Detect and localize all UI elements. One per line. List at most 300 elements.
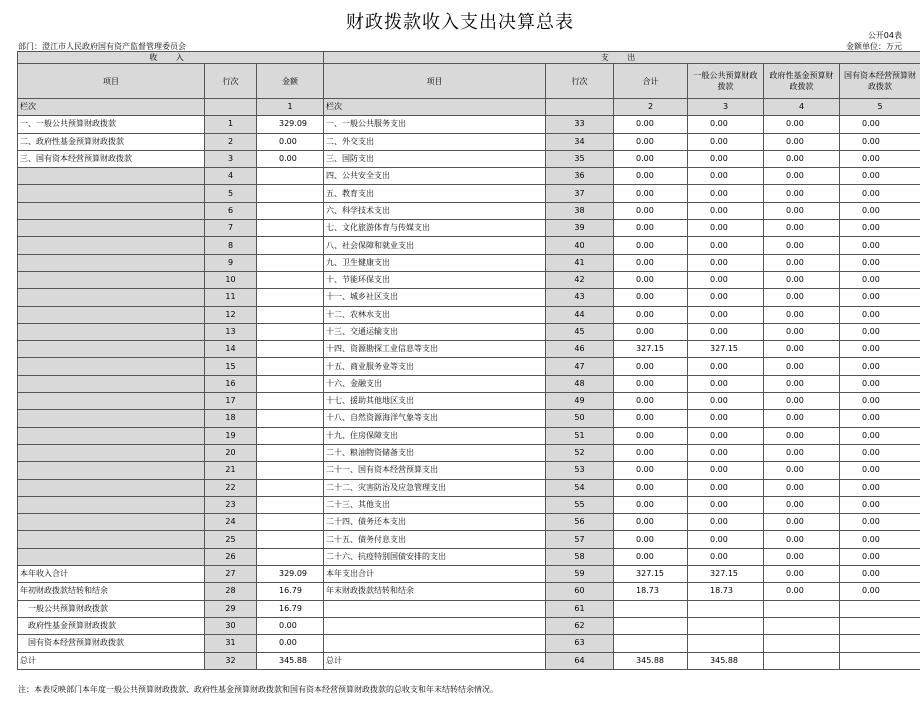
expense-general-budget: 0.00: [688, 462, 764, 479]
expense-total: [614, 600, 688, 617]
income-amount: [257, 323, 324, 340]
expense-item: 二十一、国有资本经营预算支出: [324, 462, 546, 479]
expense-row-no: 64: [546, 652, 614, 669]
footnote: 注：本表反映部门本年度一般公共预算财政拨款、政府性基金预算财政拨款和国有资本经营预算财政拨款的总收支和年末结转结余情况。: [18, 685, 498, 694]
expense-general-budget: 0.00: [688, 168, 764, 185]
income-amount: [257, 358, 324, 375]
expense-state-capital: 0.00: [840, 168, 920, 185]
table-row: [18, 566, 920, 583]
income-item: [18, 393, 205, 410]
expense-state-capital: 0.00: [840, 220, 920, 237]
expense-row-no: 58: [546, 548, 614, 565]
expense-item: 十一、城乡社区支出: [324, 289, 546, 306]
income-row-no: 14: [205, 341, 257, 358]
table-row: [18, 444, 920, 461]
income-item: [18, 271, 205, 288]
income-amount: 0.00: [257, 617, 324, 634]
expense-total: 0.00: [614, 306, 688, 323]
expense-gov-fund: 0.00: [764, 427, 840, 444]
expense-state-capital: 0.00: [840, 496, 920, 513]
expense-gov-fund: 0.00: [764, 271, 840, 288]
expense-total: [614, 635, 688, 652]
expense-row-no: 38: [546, 202, 614, 219]
income-item: [18, 254, 205, 271]
income-item: 二、政府性基金预算财政拨款: [18, 133, 205, 150]
header-general-budget: 一般公共预算财政拨款: [688, 64, 764, 99]
expense-gov-fund: 0.00: [764, 358, 840, 375]
expense-general-budget: 18.73: [688, 583, 764, 600]
expense-state-capital: 0.00: [840, 358, 920, 375]
expense-gov-fund: 0.00: [764, 185, 840, 202]
expense-item: 总计: [324, 652, 546, 669]
expense-total: 0.00: [614, 220, 688, 237]
expense-gov-fund: 0.00: [764, 116, 840, 133]
expense-gov-fund: 0.00: [764, 150, 840, 167]
income-item: [18, 237, 205, 254]
income-amount: [257, 514, 324, 531]
table-row: [18, 514, 920, 531]
income-amount: [257, 444, 324, 461]
expense-general-budget: 0.00: [688, 323, 764, 340]
expense-total: 0.00: [614, 289, 688, 306]
expense-general-budget: [688, 600, 764, 617]
income-amount: [257, 237, 324, 254]
expense-gov-fund: 0.00: [764, 548, 840, 565]
table-row: [18, 150, 920, 167]
expense-gov-fund: 0.00: [764, 306, 840, 323]
income-item: [18, 202, 205, 219]
lanci-c4: 4: [764, 99, 840, 116]
expense-state-capital: 0.00: [840, 306, 920, 323]
expense-row-no: 62: [546, 617, 614, 634]
expense-item: 十、节能环保支出: [324, 271, 546, 288]
expense-total: 327.15: [614, 566, 688, 583]
column-header-row: [18, 64, 920, 99]
expense-general-budget: 327.15: [688, 341, 764, 358]
income-item: [18, 220, 205, 237]
expense-gov-fund: 0.00: [764, 375, 840, 392]
income-amount: [257, 341, 324, 358]
expense-row-no: 36: [546, 168, 614, 185]
income-row-no: 4: [205, 168, 257, 185]
expense-row-no: 37: [546, 185, 614, 202]
expense-gov-fund: 0.00: [764, 479, 840, 496]
income-item: [18, 427, 205, 444]
table-row: [18, 410, 920, 427]
expense-general-budget: 0.00: [688, 548, 764, 565]
table-row: [18, 583, 920, 600]
expense-gov-fund: 0.00: [764, 444, 840, 461]
expense-general-budget: 0.00: [688, 358, 764, 375]
expense-row-no: 57: [546, 531, 614, 548]
expense-gov-fund: 0.00: [764, 496, 840, 513]
expense-state-capital: 0.00: [840, 202, 920, 219]
income-item: 本年收入合计: [18, 566, 205, 583]
table-row: [18, 531, 920, 548]
expense-state-capital: 0.00: [840, 583, 920, 600]
expense-total: 0.00: [614, 116, 688, 133]
expense-general-budget: 327.15: [688, 566, 764, 583]
expense-total: 18.73: [614, 583, 688, 600]
expense-row-no: 42: [546, 271, 614, 288]
expense-item: 五、教育支出: [324, 185, 546, 202]
table-row: [18, 479, 920, 496]
income-item: [18, 168, 205, 185]
table-row: [18, 427, 920, 444]
expense-total: 0.00: [614, 271, 688, 288]
expense-total: 0.00: [614, 133, 688, 150]
expense-gov-fund: 0.00: [764, 254, 840, 271]
expense-gov-fund: [764, 652, 840, 669]
header-gov-fund: 政府性基金预算财政拨款: [764, 64, 840, 99]
expense-row-no: 49: [546, 393, 614, 410]
page-title: 财政拨款收入支出决算总表: [346, 12, 574, 33]
expense-general-budget: 0.00: [688, 289, 764, 306]
expense-general-budget: 0.00: [688, 514, 764, 531]
lanci-c2: 2: [614, 99, 688, 116]
income-item: [18, 185, 205, 202]
expense-row-no: 46: [546, 341, 614, 358]
expense-row-no: 45: [546, 323, 614, 340]
lanci-row: [18, 99, 920, 116]
table-row: [18, 393, 920, 410]
expense-item: 二、外交支出: [324, 133, 546, 150]
income-amount: [257, 289, 324, 306]
income-item: [18, 341, 205, 358]
expense-total: 0.00: [614, 479, 688, 496]
expense-gov-fund: 0.00: [764, 583, 840, 600]
table-row: [18, 617, 920, 634]
expense-row-no: 47: [546, 358, 614, 375]
table-row: [18, 254, 920, 271]
lanci-empty: [205, 99, 257, 116]
income-row-no: 29: [205, 600, 257, 617]
expense-item: 二十二、灾害防治及应急管理支出: [324, 479, 546, 496]
expense-row-no: 48: [546, 375, 614, 392]
form-number: 公开04表: [867, 31, 902, 40]
expense-row-no: 52: [546, 444, 614, 461]
expense-row-no: 33: [546, 116, 614, 133]
income-amount: [257, 462, 324, 479]
header-row-no: 行次: [205, 64, 257, 99]
expense-gov-fund: 0.00: [764, 323, 840, 340]
income-amount: [257, 427, 324, 444]
expense-item: 八、社会保障和就业支出: [324, 237, 546, 254]
expense-item: [324, 617, 546, 634]
table-row: [18, 168, 920, 185]
expense-state-capital: [840, 635, 920, 652]
income-row-no: 1: [205, 116, 257, 133]
expense-general-budget: 0.00: [688, 531, 764, 548]
income-amount: [257, 306, 324, 323]
expense-total: 0.00: [614, 202, 688, 219]
expense-total: 345.88: [614, 652, 688, 669]
expense-item: 三、国防支出: [324, 150, 546, 167]
expense-item: 二十、粮油物资储备支出: [324, 444, 546, 461]
income-item: 一般公共预算财政拨款: [18, 600, 205, 617]
income-item: [18, 358, 205, 375]
expense-item: 十四、资源勘探工业信息等支出: [324, 341, 546, 358]
expense-gov-fund: 0.00: [764, 531, 840, 548]
expense-item: [324, 600, 546, 617]
expense-state-capital: 0.00: [840, 531, 920, 548]
table-row: [18, 220, 920, 237]
expense-row-no: 56: [546, 514, 614, 531]
table-row: [18, 202, 920, 219]
expense-total: 0.00: [614, 444, 688, 461]
expense-general-budget: 0.00: [688, 254, 764, 271]
expense-item: 十二、农林水支出: [324, 306, 546, 323]
income-row-no: 15: [205, 358, 257, 375]
department-label: 部门：澄江市人民政府国有资产监督管理委员会: [18, 42, 186, 51]
expense-gov-fund: [764, 617, 840, 634]
table-row: [18, 375, 920, 392]
expense-gov-fund: 0.00: [764, 341, 840, 358]
expense-row-no: 63: [546, 635, 614, 652]
income-row-no: 30: [205, 617, 257, 634]
expense-state-capital: 0.00: [840, 462, 920, 479]
expense-item: 一、一般公共服务支出: [324, 116, 546, 133]
expense-state-capital: 0.00: [840, 237, 920, 254]
income-row-no: 11: [205, 289, 257, 306]
expense-item: 十五、商业服务业等支出: [324, 358, 546, 375]
expense-state-capital: 0.00: [840, 566, 920, 583]
header-row-no2: 行次: [546, 64, 614, 99]
expense-general-budget: [688, 635, 764, 652]
expense-state-capital: 0.00: [840, 427, 920, 444]
expense-general-budget: 0.00: [688, 427, 764, 444]
income-amount: [257, 393, 324, 410]
income-item: 一、一般公共预算财政拨款: [18, 116, 205, 133]
expense-row-no: 39: [546, 220, 614, 237]
income-row-no: 3: [205, 150, 257, 167]
expense-state-capital: 0.00: [840, 185, 920, 202]
expense-state-capital: [840, 617, 920, 634]
expense-gov-fund: 0.00: [764, 237, 840, 254]
expense-state-capital: 0.00: [840, 116, 920, 133]
income-row-no: 13: [205, 323, 257, 340]
income-row-no: 24: [205, 514, 257, 531]
income-item: 三、国有资本经营预算财政拨款: [18, 150, 205, 167]
income-row-no: 2: [205, 133, 257, 150]
expense-total: 0.00: [614, 185, 688, 202]
expense-general-budget: 0.00: [688, 375, 764, 392]
income-item: [18, 323, 205, 340]
table-row: [18, 185, 920, 202]
expense-row-no: 61: [546, 600, 614, 617]
income-row-no: 18: [205, 410, 257, 427]
expense-gov-fund: 0.00: [764, 514, 840, 531]
expense-general-budget: [688, 617, 764, 634]
expense-row-no: 34: [546, 133, 614, 150]
income-row-no: 9: [205, 254, 257, 271]
table-row: [18, 600, 920, 617]
expense-general-budget: 0.00: [688, 393, 764, 410]
income-amount: 0.00: [257, 150, 324, 167]
expense-total: 0.00: [614, 393, 688, 410]
table-row: [18, 652, 920, 669]
income-item: [18, 479, 205, 496]
expense-state-capital: 0.00: [840, 393, 920, 410]
expense-gov-fund: 0.00: [764, 202, 840, 219]
expense-state-capital: 0.00: [840, 410, 920, 427]
table-row: [18, 237, 920, 254]
expense-total: [614, 617, 688, 634]
income-row-no: 32: [205, 652, 257, 669]
expense-state-capital: 0.00: [840, 150, 920, 167]
expense-row-no: 55: [546, 496, 614, 513]
expense-state-capital: 0.00: [840, 375, 920, 392]
header-state-capital: 国有资本经营预算财政拨款: [840, 64, 920, 99]
expense-item: 九、卫生健康支出: [324, 254, 546, 271]
expense-state-capital: 0.00: [840, 444, 920, 461]
header-item: 项目: [18, 64, 205, 99]
table-row: [18, 548, 920, 565]
income-amount: [257, 271, 324, 288]
table-row: [18, 635, 920, 652]
table-row: [18, 306, 920, 323]
income-amount: 345.88: [257, 652, 324, 669]
expense-general-budget: 0.00: [688, 444, 764, 461]
table-row: [18, 496, 920, 513]
expense-general-budget: 0.00: [688, 185, 764, 202]
income-item: [18, 444, 205, 461]
expense-total: 0.00: [614, 168, 688, 185]
expense-general-budget: 0.00: [688, 237, 764, 254]
income-amount: [257, 375, 324, 392]
expense-general-budget: 0.00: [688, 479, 764, 496]
income-item: [18, 531, 205, 548]
expense-total: 0.00: [614, 254, 688, 271]
income-row-no: 31: [205, 635, 257, 652]
income-row-no: 20: [205, 444, 257, 461]
income-row-no: 8: [205, 237, 257, 254]
expense-item: 年末财政拨款结转和结余: [324, 583, 546, 600]
expense-gov-fund: [764, 600, 840, 617]
expense-item: 七、文化旅游体育与传媒支出: [324, 220, 546, 237]
income-amount: 0.00: [257, 133, 324, 150]
expense-item: 二十五、债务付息支出: [324, 531, 546, 548]
lanci-label: 栏次: [18, 99, 205, 116]
expense-item: 二十六、抗疫特别国债安排的支出: [324, 548, 546, 565]
table-row: [18, 271, 920, 288]
income-item: [18, 496, 205, 513]
income-amount: 329.09: [257, 566, 324, 583]
table-row: [18, 462, 920, 479]
income-item: 年初财政拨款结转和结余: [18, 583, 205, 600]
income-row-no: 6: [205, 202, 257, 219]
expense-state-capital: [840, 600, 920, 617]
income-item: [18, 289, 205, 306]
expense-general-budget: 0.00: [688, 496, 764, 513]
lanci-empty2: [546, 99, 614, 116]
income-row-no: 22: [205, 479, 257, 496]
expense-general-budget: 0.00: [688, 133, 764, 150]
income-row-no: 10: [205, 271, 257, 288]
income-row-no: 28: [205, 583, 257, 600]
expense-row-no: 59: [546, 566, 614, 583]
income-amount: [257, 185, 324, 202]
expense-state-capital: 0.00: [840, 514, 920, 531]
table-row: [18, 358, 920, 375]
expense-state-capital: 0.00: [840, 323, 920, 340]
income-item: [18, 375, 205, 392]
expense-gov-fund: [764, 635, 840, 652]
income-item: [18, 410, 205, 427]
income-row-no: 27: [205, 566, 257, 583]
expense-total: 327.15: [614, 341, 688, 358]
expense-state-capital: 0.00: [840, 254, 920, 271]
income-row-no: 19: [205, 427, 257, 444]
expense-row-no: 44: [546, 306, 614, 323]
expense-state-capital: 0.00: [840, 548, 920, 565]
expense-total: 0.00: [614, 358, 688, 375]
expense-item: 十八、自然资源海洋气象等支出: [324, 410, 546, 427]
header-total: 合计: [614, 64, 688, 99]
expense-row-no: 51: [546, 427, 614, 444]
expense-total: 0.00: [614, 410, 688, 427]
expense-gov-fund: 0.00: [764, 393, 840, 410]
expense-row-no: 53: [546, 462, 614, 479]
income-amount: 16.79: [257, 583, 324, 600]
expense-row-no: 60: [546, 583, 614, 600]
income-item: 政府性基金预算财政拨款: [18, 617, 205, 634]
expense-gov-fund: 0.00: [764, 220, 840, 237]
expense-gov-fund: 0.00: [764, 168, 840, 185]
expense-general-budget: 0.00: [688, 116, 764, 133]
income-amount: [257, 254, 324, 271]
expense-item: 本年支出合计: [324, 566, 546, 583]
expense-section-header: 支 出: [324, 52, 920, 64]
expense-item: 十三、交通运输支出: [324, 323, 546, 340]
income-row-no: 23: [205, 496, 257, 513]
expense-total: 0.00: [614, 548, 688, 565]
expense-general-budget: 0.00: [688, 220, 764, 237]
expense-item: 二十四、债务还本支出: [324, 514, 546, 531]
income-item: 总计: [18, 652, 205, 669]
expense-state-capital: 0.00: [840, 271, 920, 288]
expense-item: 六、科学技术支出: [324, 202, 546, 219]
expense-general-budget: 345.88: [688, 652, 764, 669]
expense-gov-fund: 0.00: [764, 462, 840, 479]
income-amount: [257, 410, 324, 427]
income-item: [18, 306, 205, 323]
expense-general-budget: 0.00: [688, 150, 764, 167]
table-row: [18, 341, 920, 358]
income-row-no: 21: [205, 462, 257, 479]
income-amount: 329.09: [257, 116, 324, 133]
expense-general-budget: 0.00: [688, 306, 764, 323]
expense-state-capital: 0.00: [840, 289, 920, 306]
income-amount: [257, 220, 324, 237]
expense-item: 四、公共安全支出: [324, 168, 546, 185]
table-row: [18, 323, 920, 340]
expense-total: 0.00: [614, 323, 688, 340]
table-row: [18, 133, 920, 150]
expense-total: 0.00: [614, 150, 688, 167]
income-row-no: 26: [205, 548, 257, 565]
income-amount: [257, 479, 324, 496]
section-header-row: [18, 52, 920, 64]
lanci-c3: 3: [688, 99, 764, 116]
expense-gov-fund: 0.00: [764, 133, 840, 150]
income-row-no: 7: [205, 220, 257, 237]
income-amount: 16.79: [257, 600, 324, 617]
expense-item: 十六、金融支出: [324, 375, 546, 392]
expense-row-no: 41: [546, 254, 614, 271]
expense-gov-fund: 0.00: [764, 566, 840, 583]
lanci-label2: 栏次: [324, 99, 546, 116]
